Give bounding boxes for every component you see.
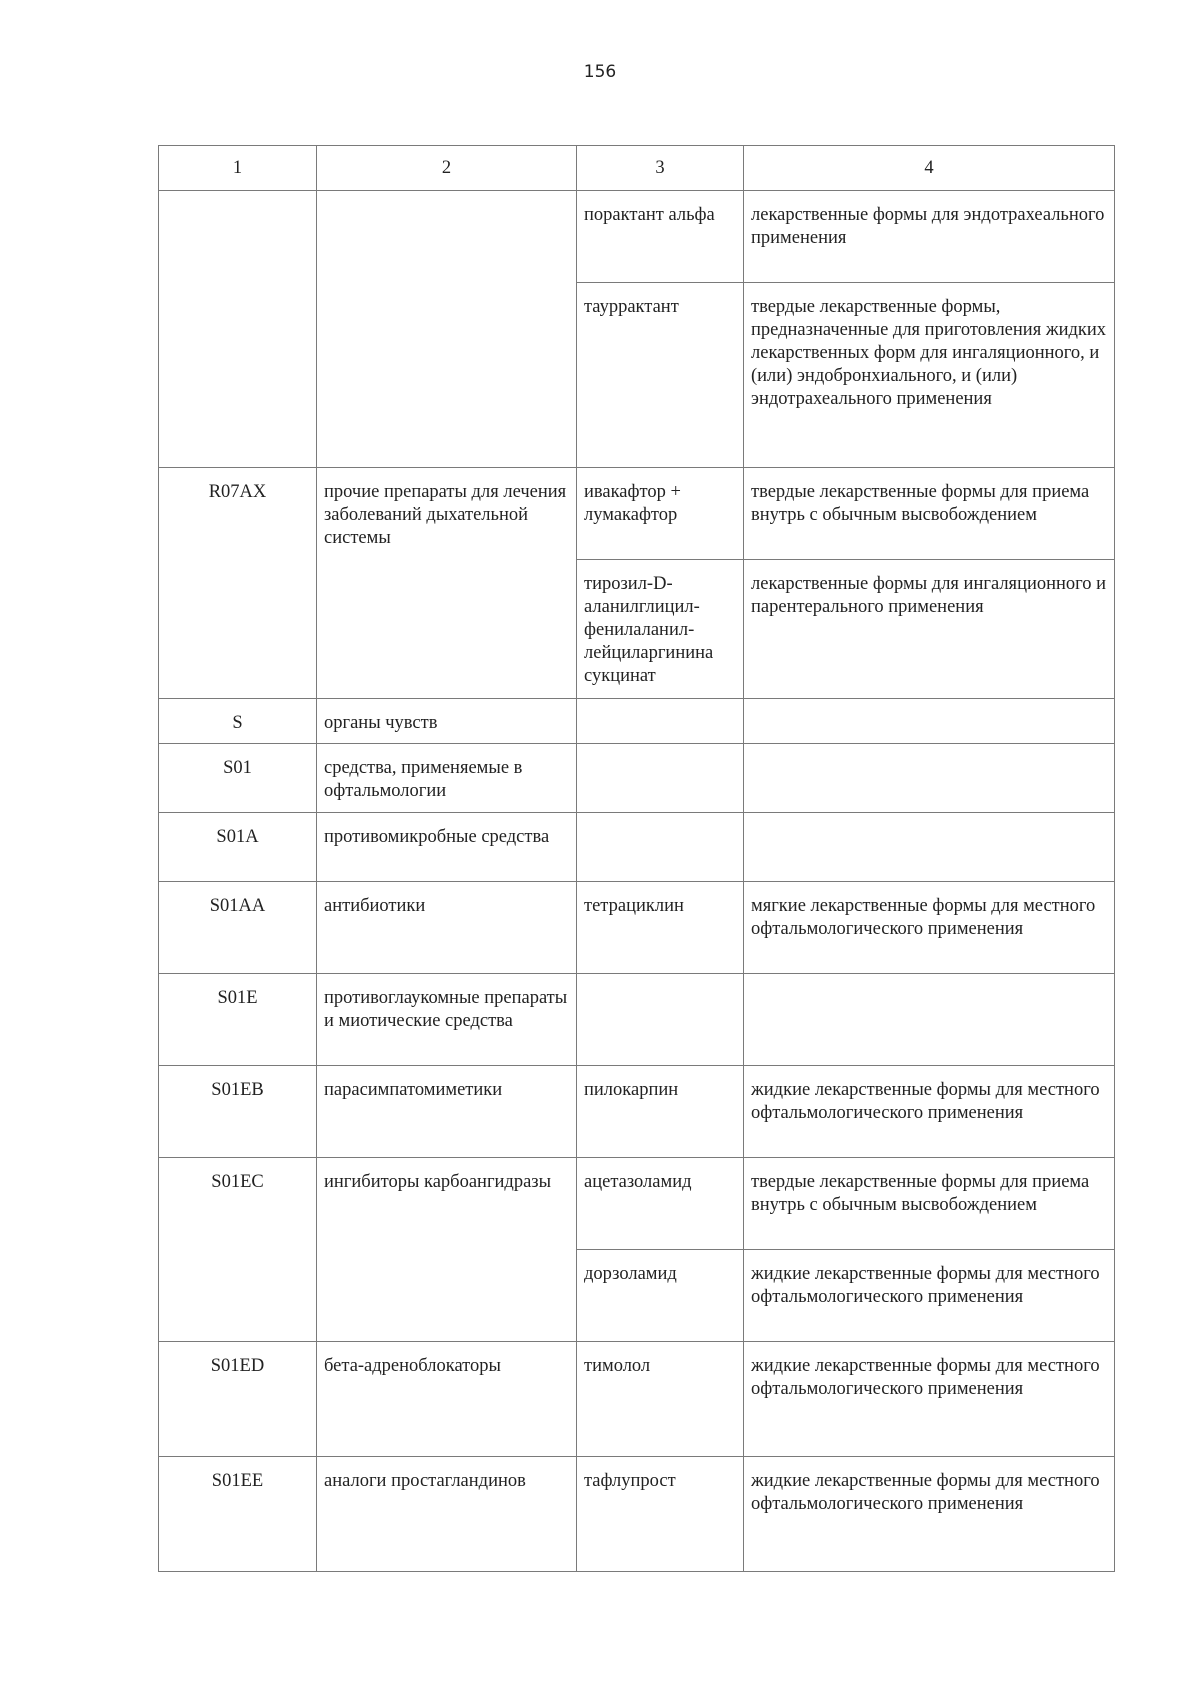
- group-cell: [317, 191, 577, 468]
- group-cell: бета-адреноблокаторы: [317, 1342, 577, 1457]
- drug-table: [158, 145, 1115, 1572]
- dosage-form-cell: жидкие лекарственные формы для местного офтальмологического применения: [744, 1457, 1115, 1572]
- group-cell: парасимпатомиметики: [317, 1066, 577, 1158]
- atc-code-cell: S01EC: [159, 1158, 317, 1342]
- atc-code-cell: [159, 191, 317, 468]
- group-cell: прочие препараты для лечения заболеваний дыхательной системы: [317, 468, 577, 699]
- table-row: [159, 191, 1115, 283]
- drug-name-cell: [577, 699, 744, 744]
- atc-code-cell: S01A: [159, 813, 317, 882]
- atc-code-cell: S01ED: [159, 1342, 317, 1457]
- atc-code-cell: S: [159, 699, 317, 744]
- table-row: [159, 813, 1115, 882]
- dosage-form-cell: [744, 744, 1115, 813]
- drug-name-cell: тимолол: [577, 1342, 744, 1457]
- drug-name-cell: пилокарпин: [577, 1066, 744, 1158]
- group-cell: органы чувств: [317, 699, 577, 744]
- column-header: 3: [577, 146, 744, 191]
- column-header: 1: [159, 146, 317, 191]
- drug-name-cell: тетрациклин: [577, 882, 744, 974]
- atc-code-cell: S01EB: [159, 1066, 317, 1158]
- atc-code-cell: S01AA: [159, 882, 317, 974]
- dosage-form-cell: жидкие лекарственные формы для местного офтальмологического применения: [744, 1066, 1115, 1158]
- column-header: 4: [744, 146, 1115, 191]
- group-cell: средства, применяемые в офтальмологии: [317, 744, 577, 813]
- atc-code-cell: S01E: [159, 974, 317, 1066]
- dosage-form-cell: лекарственные формы для ингаляционного и парентерального применения: [744, 560, 1115, 699]
- group-cell: противоглаукомные препараты и миотические средства: [317, 974, 577, 1066]
- drug-name-cell: [577, 813, 744, 882]
- table-row: [159, 744, 1115, 813]
- drug-name-cell: тирозил-D-аланилглицил-фенилаланил-лейцилаpгинина сукцинат: [577, 560, 744, 699]
- dosage-form-cell: [744, 813, 1115, 882]
- dosage-form-cell: жидкие лекарственные формы для местного офтальмологического применения: [744, 1250, 1115, 1342]
- table-row: [159, 1066, 1115, 1158]
- group-cell: противомикробные средства: [317, 813, 577, 882]
- page-number: 156: [583, 62, 617, 82]
- group-cell: ингибиторы карбоангидразы: [317, 1158, 577, 1342]
- table-header-row: [159, 146, 1115, 191]
- dosage-form-cell: мягкие лекарственные формы для местного офтальмологического применения: [744, 882, 1115, 974]
- drug-name-cell: [577, 974, 744, 1066]
- dosage-form-cell: [744, 699, 1115, 744]
- group-cell: антибиотики: [317, 882, 577, 974]
- table-row: [159, 699, 1115, 744]
- dosage-form-cell: твердые лекарственные формы для приема внутрь с обычным высвобождением: [744, 468, 1115, 560]
- table-row: [159, 1457, 1115, 1572]
- atc-code-cell: R07AX: [159, 468, 317, 699]
- table-row: [159, 1158, 1115, 1250]
- drug-name-cell: ивакафтор + лумакафтор: [577, 468, 744, 560]
- drug-name-cell: дорзоламид: [577, 1250, 744, 1342]
- column-header: 2: [317, 146, 577, 191]
- drug-name-cell: тафлупрост: [577, 1457, 744, 1572]
- drug-name-cell: тауррактант: [577, 283, 744, 468]
- dosage-form-cell: лекарственные формы для эндотрахеального применения: [744, 191, 1115, 283]
- table-row: [159, 1342, 1115, 1457]
- atc-code-cell: S01EE: [159, 1457, 317, 1572]
- group-cell: аналоги простагландинов: [317, 1457, 577, 1572]
- dosage-form-cell: [744, 974, 1115, 1066]
- drug-name-cell: порактант альфа: [577, 191, 744, 283]
- atc-code-cell: S01: [159, 744, 317, 813]
- drug-name-cell: ацетазоламид: [577, 1158, 744, 1250]
- table-row: [159, 882, 1115, 974]
- table-row: [159, 468, 1115, 560]
- drug-name-cell: [577, 744, 744, 813]
- dosage-form-cell: жидкие лекарственные формы для местного офтальмологического применения: [744, 1342, 1115, 1457]
- table-row: [159, 974, 1115, 1066]
- dosage-form-cell: твердые лекарственные формы для приема внутрь с обычным высвобождением: [744, 1158, 1115, 1250]
- dosage-form-cell: твердые лекарственные формы, предназначенные для приготовления жидких лекарственных форм для ингаляционного, и (или) эндобронхиального, и (или) эндотрахеального применения: [744, 283, 1115, 468]
